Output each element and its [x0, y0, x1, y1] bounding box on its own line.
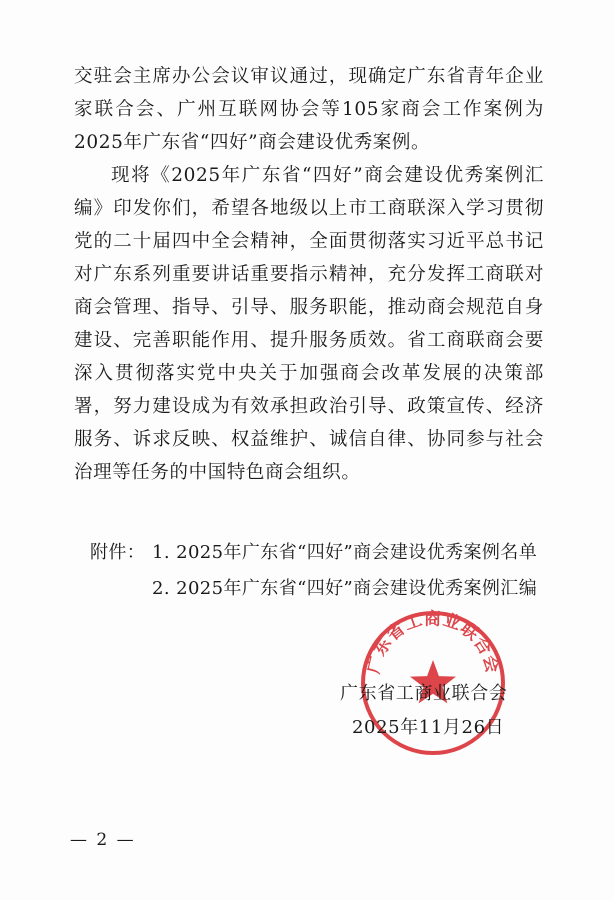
signature-date: 2025年11月26日 — [352, 717, 505, 738]
seal-text: 广东省工商业联合会 — [363, 609, 503, 676]
page-number: — 2 — — [70, 830, 136, 850]
attachment-item-2: 2. 2025年广东省“四好”商会建设优秀案例汇编 — [152, 578, 538, 599]
attachments-list — [90, 535, 537, 607]
attachment-row-1 — [90, 535, 537, 571]
paragraph-1: 交驻会主席办公会议审议通过，现确定广东省青年企业家联合会、广州互联网协会等105家商会工作案例为2025年广东省“四好”商会建设优秀案例。 — [74, 66, 544, 153]
signature-org: 广东省工商业联合会 — [340, 683, 508, 704]
paragraph-2: 现将《2025年广东省“四好”商会建设优秀案例汇编》印发你们，希望各地级以上市工商联深入学习贯彻党的二十届四中全会精神，全面贯彻落实习近平总书记对广东系列重要讲话重要指示精神，充分发挥工商联对商会管理、指导、引导、服务职能，推动商会规范自身建设、完善职能作用、提升服务质效。省工商联商会要深入贯彻落实党中央关于加强商会改革发展的决策部署，努力建设成为有效承担政治引导、政策宣传、经济服务、诉求反映、权益维护、诚信自律、协同参与社会治理等任务的中国特色商会组织。 — [74, 165, 544, 483]
body-text — [74, 60, 544, 489]
attachment-item-1: 1. 2025年广东省“四好”商会建设优秀案例名单 — [152, 542, 538, 563]
signature-block — [340, 677, 507, 745]
attachments-label: 附件： — [90, 542, 146, 563]
attachment-row-2 — [90, 571, 537, 607]
